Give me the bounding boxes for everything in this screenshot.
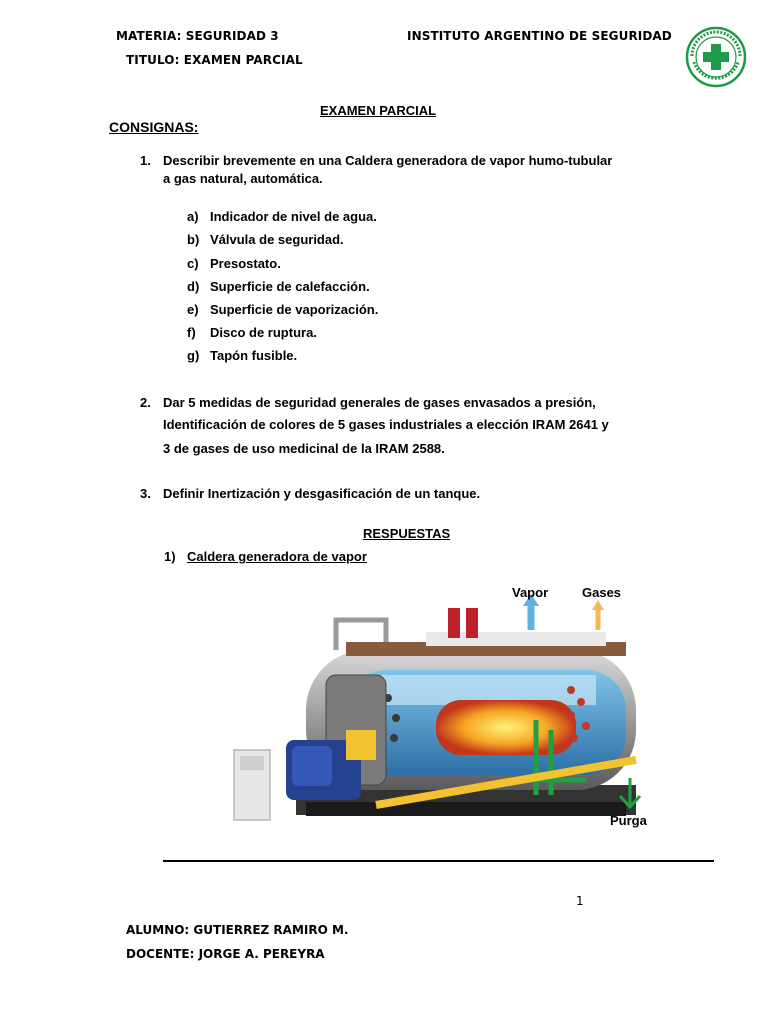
q1-item-e-marker: e) [187,302,199,317]
q1-item-g-text: Tapón fusible. [210,348,298,363]
footer-alumno: ALUMNO: GUTIERREZ RAMIRO M. [126,923,349,937]
exam-title: EXAMEN PARCIAL [320,103,437,118]
q2-line3: 3 de gases de uso medicinal de la IRAM 2588. [163,441,445,456]
q1-item-d-marker: d) [187,279,200,294]
q1-item-f-text: Disco de ruptura. [210,325,317,340]
q1-item-d-text: Superficie de calefacción. [210,279,370,294]
q3-number: 3. [140,486,151,501]
q1-item-c-text: Presostato. [210,256,281,271]
q2-number: 2. [140,395,151,410]
q1-number: 1. [140,153,151,168]
q1-item-g-marker: g) [187,348,200,363]
answer1-number: 1) [164,549,176,564]
q1-item-b-marker: b) [187,232,200,247]
q1-item-f-marker: f) [187,325,196,340]
label-gases: Gases [582,585,622,600]
q1-item-a-text: Indicador de nivel de agua. [210,209,377,224]
institute-logo [684,26,748,88]
header-instituto: INSTITUTO ARGENTINO DE SEGURIDAD [407,29,672,43]
q1-item-b-text: Válvula de seguridad. [210,232,344,247]
q1-line1: Describir brevemente en una Caldera generadora de vapor humo-tubular [163,153,613,168]
label-purga: Purga [610,813,647,828]
q1-item-c-marker: c) [187,256,199,271]
q2-line2: Identificación de colores de 5 gases industriales a elección IRAM 2641 y [163,417,609,432]
label-vapor: Vapor [512,585,549,600]
q1-item-a-marker: a) [187,209,199,224]
page-number: 1 [576,894,584,908]
header-titulo: TITULO: EXAMEN PARCIAL [126,53,303,67]
footer-rule [163,860,714,862]
q3-line1: Definir Inertización y desgasificación de un tanque. [163,486,481,501]
header-materia: MATERIA: SEGURIDAD 3 [116,29,279,43]
boiler-illustration [226,580,660,830]
consignas-label: CONSIGNAS: [109,119,199,135]
answer1-title: Caldera generadora de vapor [187,549,367,564]
q1-item-e-text: Superficie de vaporización. [210,302,379,317]
footer-docente: DOCENTE: JORGE A. PEREYRA [126,947,325,961]
q1-line2: a gas natural, automática. [163,171,323,186]
answers-title: RESPUESTAS [363,526,451,541]
q2-line1: Dar 5 medidas de seguridad generales de gases envasados a presión, [163,395,596,410]
